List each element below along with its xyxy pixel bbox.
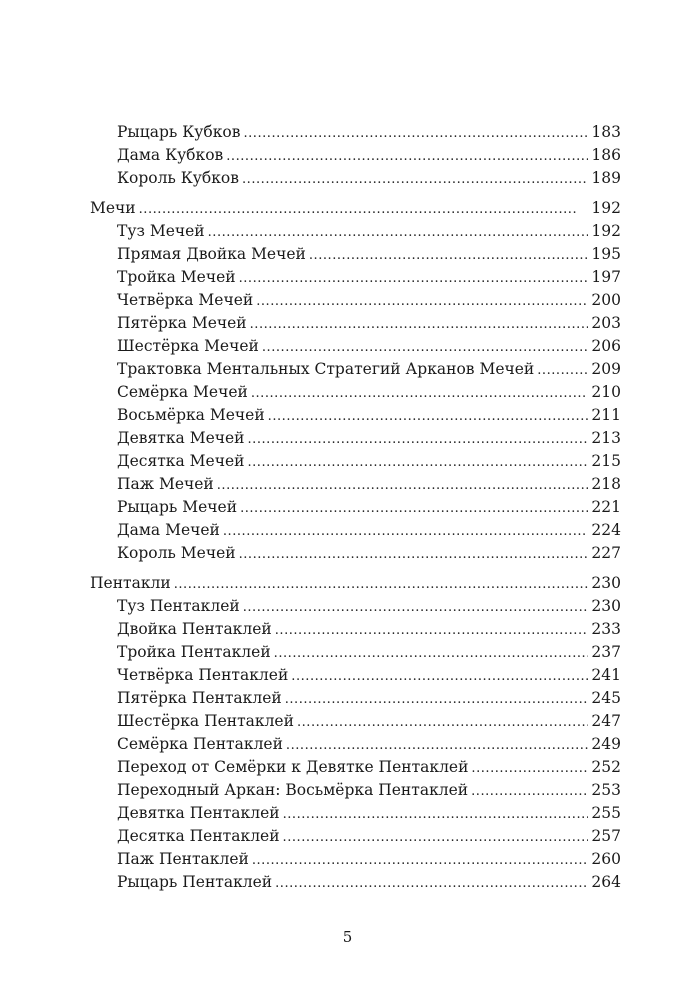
dot-leader xyxy=(139,197,589,221)
toc-entry-title: Дама Мечей xyxy=(117,521,220,539)
toc-section-heading[interactable] xyxy=(90,572,621,595)
toc-entry-title: Пентакли xyxy=(90,574,171,592)
dot-leader xyxy=(285,687,589,711)
toc-entry[interactable] xyxy=(90,519,621,542)
toc-entry[interactable] xyxy=(90,312,621,335)
dot-leader xyxy=(240,496,588,520)
toc-entry[interactable] xyxy=(90,473,621,496)
toc-entry-title: Переходный Аркан: Восьмёрка Пентаклей xyxy=(117,781,469,799)
dot-leader xyxy=(256,289,588,313)
toc-entry-page-number: 218 xyxy=(591,475,621,493)
toc-entry-title: Четвёрка Мечей xyxy=(117,291,254,309)
toc-entry-page-number: 260 xyxy=(591,850,621,868)
toc-entry-page-number: 257 xyxy=(591,827,621,845)
dot-leader xyxy=(471,756,588,780)
toc-entry-page-number: 230 xyxy=(591,574,621,592)
toc-entry[interactable] xyxy=(90,404,621,427)
toc-entry-title: Король Мечей xyxy=(117,544,236,562)
dot-leader xyxy=(251,381,589,405)
toc-entry-title: Шестёрка Пентаклей xyxy=(117,712,294,730)
toc-entry-page-number: 195 xyxy=(591,245,621,263)
toc-entry-title: Рыцарь Мечей xyxy=(117,498,238,516)
toc-entry-page-number: 206 xyxy=(591,337,621,355)
toc-entry-title: Тройка Мечей xyxy=(117,268,236,286)
dot-leader xyxy=(309,243,589,267)
dot-leader xyxy=(239,266,589,290)
toc-entry[interactable] xyxy=(90,121,621,144)
toc-entry-page-number: 233 xyxy=(591,620,621,638)
toc-entry-page-number: 192 xyxy=(591,199,621,217)
dot-leader xyxy=(243,121,588,145)
toc-entry-page-number: 183 xyxy=(591,123,621,141)
toc-entry[interactable] xyxy=(90,542,621,565)
toc-entry-page-number: 200 xyxy=(591,291,621,309)
toc-entry[interactable] xyxy=(90,381,621,404)
dot-leader xyxy=(297,710,588,734)
toc-entry-page-number: 241 xyxy=(591,666,621,684)
toc-entry-title: Четвёрка Пентаклей xyxy=(117,666,289,684)
toc-entry-title: Рыцарь Пентаклей xyxy=(117,873,273,891)
toc-entry[interactable] xyxy=(90,664,621,687)
toc-entry-page-number: 230 xyxy=(591,597,621,615)
dot-leader xyxy=(283,802,589,826)
dot-leader xyxy=(223,519,589,543)
toc-entry-title: Двойка Пентаклей xyxy=(117,620,272,638)
dot-leader xyxy=(275,618,589,642)
toc-section-heading[interactable] xyxy=(90,197,621,220)
toc-entry-page-number: 264 xyxy=(591,873,621,891)
dot-leader xyxy=(537,358,588,382)
toc-group xyxy=(90,197,621,565)
page-number: 5 xyxy=(342,928,353,946)
toc-entry-page-number: 213 xyxy=(591,429,621,447)
toc-entry-title: Дама Кубков xyxy=(117,146,224,164)
toc-entry-page-number: 197 xyxy=(591,268,621,286)
toc-entry[interactable] xyxy=(90,687,621,710)
toc-entry[interactable] xyxy=(90,825,621,848)
toc-entry-title: Король Кубков xyxy=(117,169,239,187)
toc-entry-page-number: 189 xyxy=(591,169,621,187)
dot-leader xyxy=(274,641,589,665)
toc-entry-title: Туз Мечей xyxy=(117,222,205,240)
toc-entry-page-number: 245 xyxy=(591,689,621,707)
toc-entry-page-number: 203 xyxy=(591,314,621,332)
dot-leader xyxy=(262,335,589,359)
dot-leader xyxy=(268,404,589,428)
toc-entry-page-number: 224 xyxy=(591,521,621,539)
toc-entry-page-number: 186 xyxy=(591,146,621,164)
toc-entry-title: Пятёрка Пентаклей xyxy=(117,689,282,707)
toc-entry-page-number: 252 xyxy=(591,758,621,776)
toc-entry-title: Паж Мечей xyxy=(117,475,214,493)
toc-entry-page-number: 221 xyxy=(591,498,621,516)
toc-entry[interactable] xyxy=(90,335,621,358)
toc-entry-page-number: 253 xyxy=(591,781,621,799)
dot-leader xyxy=(250,312,589,336)
toc-entry-title: Семёрка Мечей xyxy=(117,383,248,401)
toc-entry-title: Пятёрка Мечей xyxy=(117,314,247,332)
toc-entry-title: Шестёрка Мечей xyxy=(117,337,259,355)
toc-entry[interactable] xyxy=(90,289,621,312)
toc-entry-page-number: 255 xyxy=(591,804,621,822)
dot-leader xyxy=(239,542,589,566)
toc-entry-title: Прямая Двойка Мечей xyxy=(117,245,306,263)
toc-entry-page-number: 249 xyxy=(591,735,621,753)
toc-entry-page-number: 215 xyxy=(591,452,621,470)
toc-entry[interactable] xyxy=(90,243,621,266)
dot-leader xyxy=(471,779,588,803)
toc-entry-page-number: 237 xyxy=(591,643,621,661)
toc-entry-title: Туз Пентаклей xyxy=(117,597,240,615)
toc-entry-page-number: 211 xyxy=(591,406,621,424)
dot-leader xyxy=(248,427,589,451)
toc-entry[interactable] xyxy=(90,220,621,243)
toc-entry[interactable] xyxy=(90,733,621,756)
toc-entry-title: Переход от Семёрки к Девятке Пентаклей xyxy=(117,758,469,776)
toc-entry[interactable] xyxy=(90,144,621,167)
toc-entry[interactable] xyxy=(90,641,621,664)
dot-leader xyxy=(286,733,588,757)
toc-entry[interactable] xyxy=(90,496,621,519)
toc-entry-page-number: 247 xyxy=(591,712,621,730)
toc-entry[interactable] xyxy=(90,802,621,825)
toc-entry[interactable] xyxy=(90,618,621,641)
toc-entry[interactable] xyxy=(90,595,621,618)
dot-leader xyxy=(243,595,589,619)
dot-leader xyxy=(283,825,589,849)
table-of-contents xyxy=(90,121,621,894)
toc-entry[interactable] xyxy=(90,779,621,802)
dot-leader xyxy=(174,572,589,596)
toc-entry-title: Десятка Мечей xyxy=(117,452,245,470)
toc-entry-title: Паж Пентаклей xyxy=(117,850,249,868)
toc-entry[interactable] xyxy=(90,427,621,450)
toc-entry[interactable] xyxy=(90,871,621,894)
toc-entry-title: Трактовка Ментальных Стратегий Арканов Мечей xyxy=(117,360,535,378)
toc-entry-page-number: 209 xyxy=(591,360,621,378)
dot-leader xyxy=(252,848,589,872)
toc-entry[interactable] xyxy=(90,450,621,473)
toc-entry[interactable] xyxy=(90,266,621,289)
toc-entry-title: Девятка Пентаклей xyxy=(117,804,280,822)
dot-leader xyxy=(247,450,588,474)
toc-entry-page-number: 227 xyxy=(591,544,621,562)
toc-entry[interactable] xyxy=(90,358,621,381)
toc-entry-title: Рыцарь Кубков xyxy=(117,123,241,141)
toc-entry-title: Тройка Пентаклей xyxy=(117,643,271,661)
dot-leader xyxy=(226,144,588,168)
toc-entry[interactable] xyxy=(90,756,621,779)
toc-entry[interactable] xyxy=(90,848,621,871)
toc-group xyxy=(90,121,621,190)
toc-entry-title: Девятка Мечей xyxy=(117,429,245,447)
toc-entry-page-number: 210 xyxy=(591,383,621,401)
dot-leader xyxy=(291,664,588,688)
dot-leader xyxy=(275,871,588,895)
toc-entry-title: Семёрка Пентаклей xyxy=(117,735,283,753)
toc-entry-title: Десятка Пентаклей xyxy=(117,827,280,845)
dot-leader xyxy=(217,473,589,497)
toc-group xyxy=(90,572,621,894)
dot-leader xyxy=(242,167,588,191)
toc-entry[interactable] xyxy=(90,710,621,733)
toc-entry[interactable] xyxy=(90,167,621,190)
toc-entry-title: Мечи xyxy=(90,199,136,217)
dot-leader xyxy=(208,220,589,244)
toc-entry-page-number: 192 xyxy=(591,222,621,240)
toc-entry-title: Восьмёрка Мечей xyxy=(117,406,265,424)
